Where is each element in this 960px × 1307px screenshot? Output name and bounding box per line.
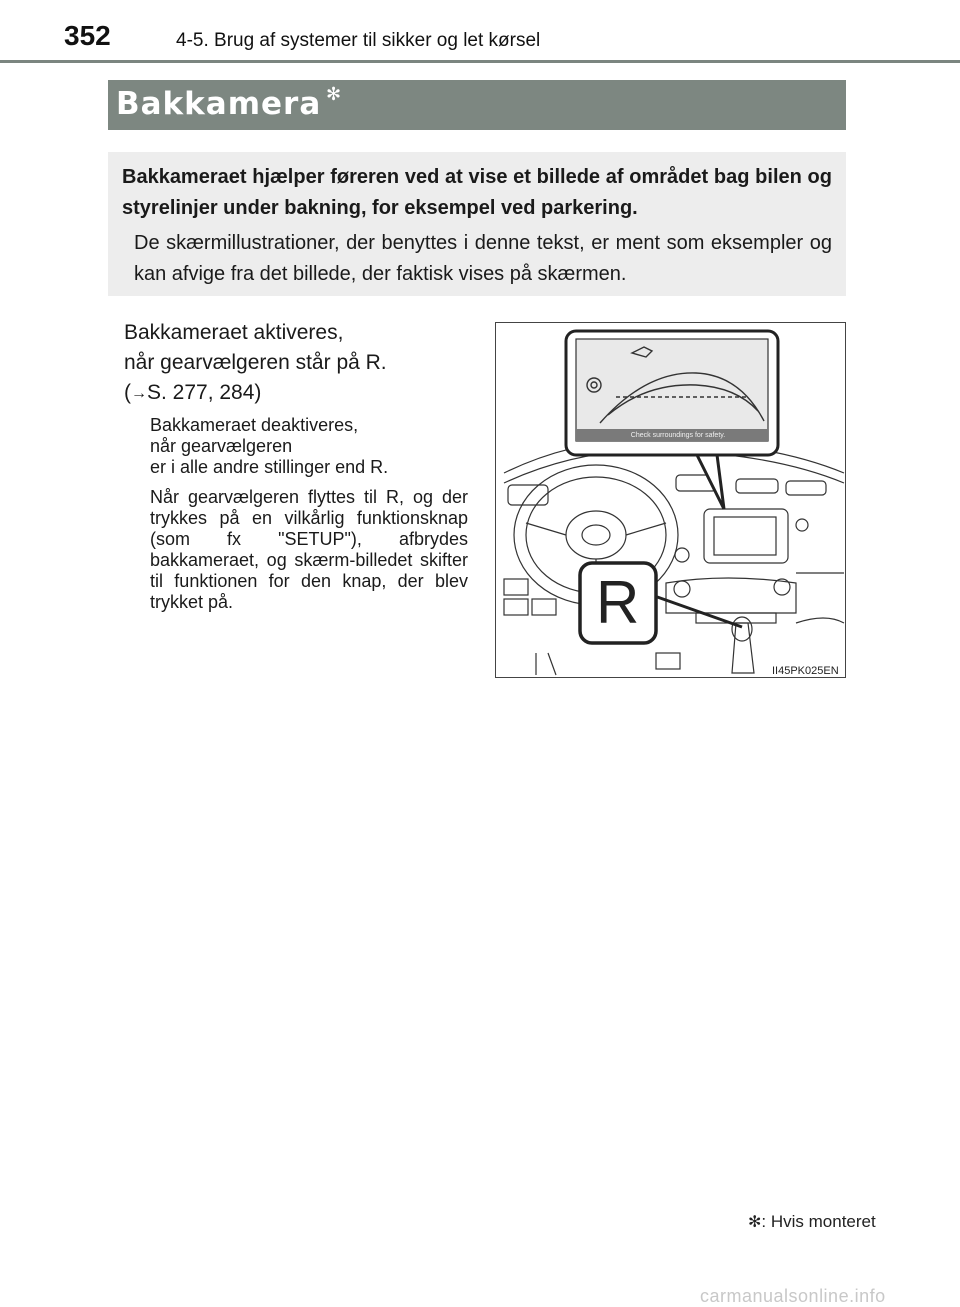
page-title: Bakkamera — [116, 86, 322, 122]
screen-caption: Check surroundings for safety. — [630, 432, 726, 439]
sub1-line1: Bakkameraet deaktiveres, — [150, 415, 359, 435]
figure-code: II45PK025EN — [772, 665, 839, 677]
footnote-text: : Hvis monteret — [761, 1212, 876, 1231]
ref-open-paren: ( — [124, 381, 131, 404]
body-main-line1: Bakkameraet aktiveres, — [124, 321, 344, 344]
body-sub-2: Når gearvælgeren flyttes til R, og der trykkes på en vilkårlig funktionsknap (som fx "SETUP"), afbrydes bakkameraet, og skærm-billedet skifter til funktionen for den knap, der blev trykket på. — [150, 487, 468, 612]
header-rule — [0, 60, 960, 63]
arrow-right-icon: → — [131, 385, 147, 402]
title-bar — [108, 80, 846, 130]
dashboard-illustration — [495, 322, 846, 678]
body-sub-1 — [150, 415, 468, 478]
gear-r-label: R — [596, 569, 640, 636]
watermark: carmanualsonline.info — [700, 1286, 886, 1306]
asterisk-icon: ✻ — [748, 1214, 762, 1231]
ref-pages: S. 277, 284) — [147, 381, 262, 404]
dashboard-drawing — [496, 323, 846, 678]
body-main — [124, 318, 464, 409]
sub1-line2: når gearvælgeren — [150, 436, 293, 456]
page-reference[interactable] — [124, 378, 464, 409]
intro-bold-text: Bakkameraet hjælper føreren ved at vise et billede af området bag bilen og styrelinjer under bakning, for eksempel ved parkering. — [122, 166, 832, 219]
intro-note-text: De skærmillustrationer, der benyttes i denne tekst, er ment som eksempler og kan afvige fra det billede, der faktisk vises på skærmen. — [134, 232, 832, 285]
intro-box — [108, 152, 846, 296]
sub1-line3: er i alle andre stillinger end R. — [150, 457, 389, 477]
section-header: 4-5. Brug af systemer til sikker og let kørsel — [176, 30, 541, 51]
body-main-line2: når gearvælgeren står på R. — [124, 351, 387, 374]
page-number: 352 — [64, 20, 111, 51]
footnote — [748, 1212, 876, 1232]
asterisk-icon: ✻ — [326, 84, 342, 104]
